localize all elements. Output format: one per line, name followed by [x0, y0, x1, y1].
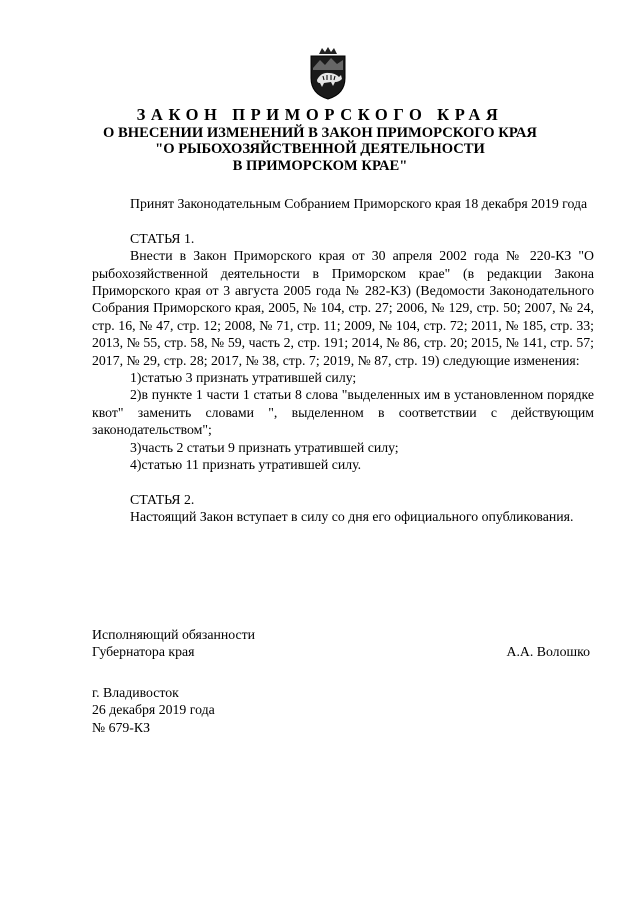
signing-date: 26 декабря 2019 года — [92, 702, 215, 718]
adoption-note: Принят Законодательным Собранием Приморского края 18 декабря 2019 года — [130, 196, 588, 211]
place-date-block — [92, 684, 215, 736]
law-title: ЗАКОН ПРИМОРСКОГО КРАЯ — [136, 105, 504, 124]
article-1-heading: СТАТЬЯ 1. — [130, 230, 195, 246]
law-subtitle-line-3: В ПРИМОРСКОМ КРАЕ" — [232, 157, 408, 174]
article-1-intro: Внести в Закон Приморского края от 30 апреля 2002 года № 220-КЗ "О рыбохозяйственной деятельности в Приморском крае" (в редакции Закона Приморского края от 3 августа 2005 года № 282-КЗ) (Ведомости Законодательного Собрания Приморского края, 2005, № 104, стр. 27; 2006, № 129, стр. 50; 2007, № 24, стр. 16, № 47, стр. 12; 2008, № 71, стр. 11; 2009, № 104, стр. 72; 2011, № 185, стр. 33; 2013, № 55, стр. 58, № 59, часть 2, стр. 191; 2014, № 86, стр. 20; 2015, № 141, стр. 57; 2017, № 29, стр. 28; 2017, № 38, стр. 7; 2019, № 87, стр. 19) следующие изменения: — [92, 248, 594, 368]
article-1-item: 1)статью 3 признать утратившей силу; — [130, 370, 357, 386]
title-block — [0, 105, 640, 174]
law-subtitle-line-1: О ВНЕСЕНИИ ИЗМЕНЕНИЙ В ЗАКОН ПРИМОРСКОГО КРАЯ — [103, 125, 537, 141]
signatory-name: А.А. Волошко — [506, 644, 590, 660]
article-2-text: Настоящий Закон вступает в силу со дня его официального опубликования. — [130, 509, 574, 525]
article-1-item: 4)статью 11 признать утратившей силу. — [130, 457, 362, 473]
law-subtitle-line-2: "О РЫБОХОЗЯЙСТВЕННОЙ ДЕЯТЕЛЬНОСТИ — [155, 141, 485, 158]
signature-block — [92, 626, 590, 661]
document-body — [92, 195, 594, 526]
article-1-item: 2)в пункте 1 части 1 статьи 8 слова "выделенных им в установленном порядке квот" заменить словами ", выделенном в соответствии с действующим законодательством"; — [92, 387, 594, 438]
article-2-heading: СТАТЬЯ 2. — [130, 491, 195, 507]
coat-of-arms-icon — [305, 46, 351, 100]
signatory-position-line-1: Исполняющий обязанности — [92, 627, 255, 642]
law-number: № 679-КЗ — [92, 719, 151, 735]
city: г. Владивосток — [92, 685, 179, 700]
article-1-item: 3)часть 2 статьи 9 признать утратившей силу; — [130, 439, 399, 455]
signatory-position-line-2: Губернатора края — [92, 644, 195, 660]
